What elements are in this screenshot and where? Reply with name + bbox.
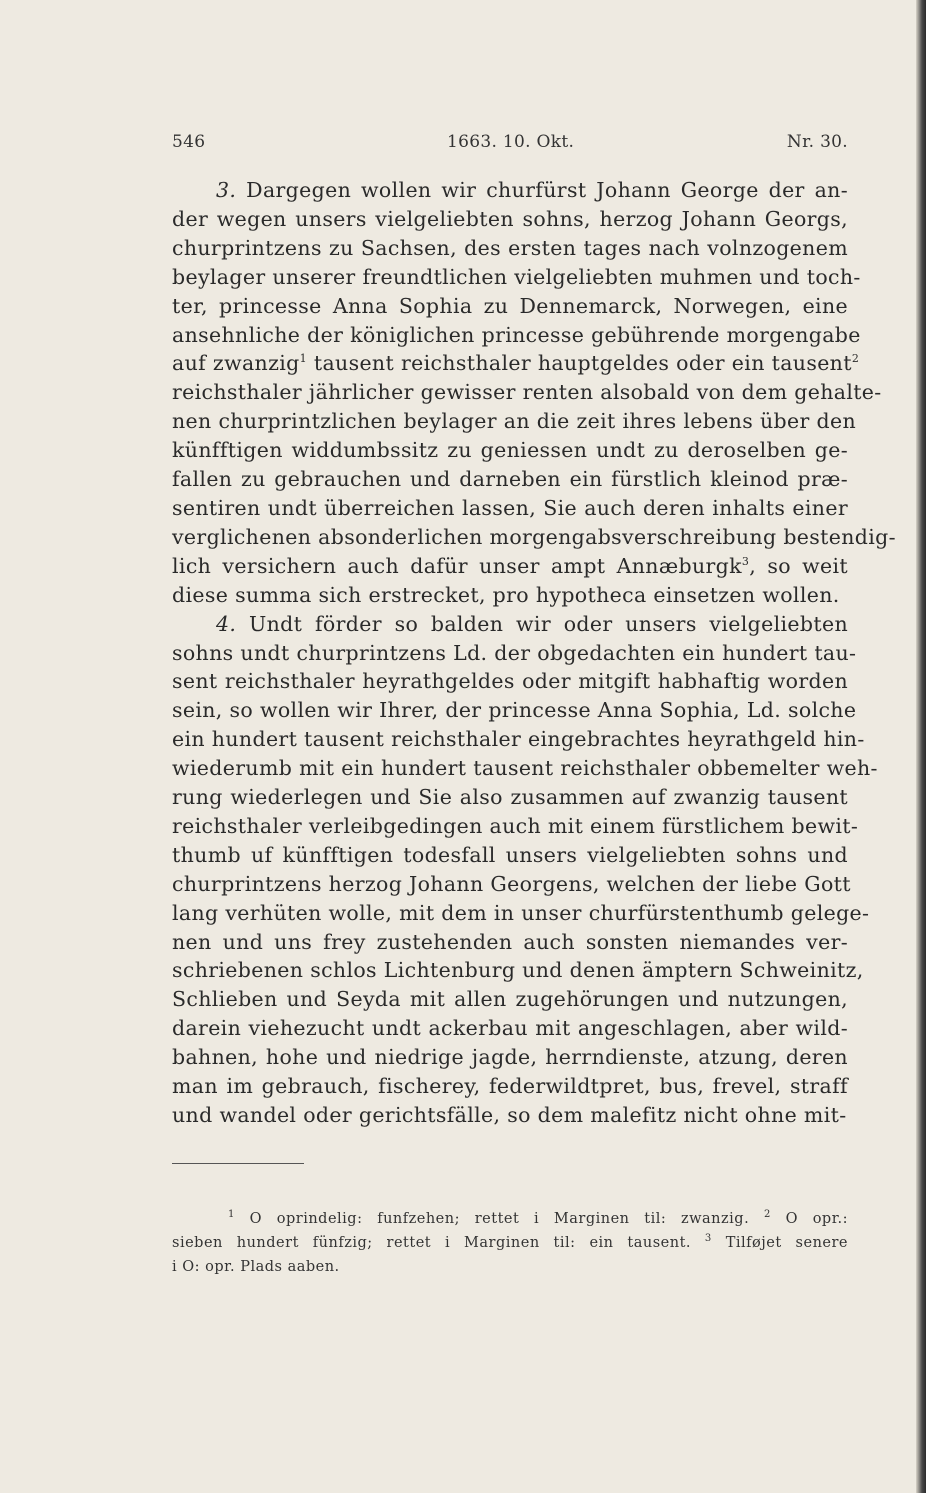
paragraph-number: 4.	[216, 611, 237, 636]
text-line: verglichenen absonderlichen morgengabsverschreibung bestendig-	[172, 524, 896, 549]
main-text	[172, 176, 896, 1130]
text-line: fallen zu gebrauchen und darneben ein fürstlich kleinod præ-	[172, 467, 848, 492]
text-line: 4. Undt förder so balden wir oder unsers vielgeliebten	[216, 611, 848, 636]
text-line: künfftigen widdumbssitz zu geniessen undt zu deroselben ge-	[172, 438, 848, 463]
text-line: schriebenen schlos Lichtenburg und denen ämptern Schweinitz,	[172, 958, 864, 983]
footnote-line: i O: opr. Plads aaben.	[172, 1259, 340, 1275]
text-line: diese summa sich erstrecket, pro hypotheca einsetzen wollen.	[172, 582, 840, 607]
text-line: sohns undt churprintzens Ld. der obgedachten ein hundert tau-	[172, 640, 857, 665]
text-line: sentiren undt überreichen lassen, Sie auch deren inhalts einer	[172, 495, 848, 520]
text-line: darein viehezucht undt ackerbau mit angeschlagen, aber wild-	[172, 1016, 848, 1041]
text-line: wiederumb mit ein hundert tausent reichsthaler obbemelter weh-	[172, 756, 878, 781]
footnote-marker: 1	[299, 352, 307, 366]
footnote-marker: 3	[741, 554, 750, 568]
text-line: der wegen unsers vielgeliebten sohns, herzog Johann Georgs,	[172, 206, 848, 231]
footnote-marker: 2	[763, 1209, 771, 1221]
text-line: reichsthaler verleibgedingen auch mit einem fürstlichem bewit-	[172, 813, 859, 838]
text-line: ansehnliche der königlichen princesse gebührende morgengabe	[172, 322, 861, 347]
text-line: sein, so wollen wir Ihrer, der princesse Anna Sophia, Ld. solche	[172, 698, 857, 723]
text-line: 3. Dargegen wollen wir churfürst Johann George der an-	[216, 178, 848, 202]
footnotes	[172, 1207, 848, 1279]
text-line: man im gebrauch, fischerey, federwildtpret, bus, frevel, straff	[172, 1074, 848, 1099]
text-line: churprintzens zu Sachsen, des ersten tages nach volnzogenem	[172, 235, 848, 260]
footnote-marker: 3	[704, 1233, 712, 1245]
paragraph-3	[172, 176, 896, 610]
page-edge	[916, 0, 926, 1493]
text-line: ein hundert tausent reichsthaler eingebrachtes heyrathgeld hin-	[172, 727, 865, 752]
footnote-marker: 1	[228, 1209, 235, 1221]
document-number: Nr. 30.	[786, 132, 848, 152]
page-number: 546	[172, 132, 206, 152]
paragraph-number: 3.	[216, 178, 237, 202]
footnote-marker: 2	[851, 352, 860, 366]
text-line: bahnen, hohe und niedrige jagde, herrndienste, atzung, deren	[172, 1045, 848, 1070]
text-line: Schlieben und Seyda mit allen zugehörungen und nutzungen,	[172, 987, 848, 1012]
text-line: sent reichsthaler heyrathgeldes oder mitgift habhaftig worden	[172, 669, 848, 694]
text-line: nen churprintzlichen beylager an die zeit ihres lebens über den	[172, 409, 856, 434]
header-date: 1663. 10. Okt.	[447, 132, 575, 152]
text-line: rung wiederlegen und Sie also zusammen auf zwanzig tausent	[172, 785, 848, 810]
text-line: auf zwanzig$^1$ tausent reichsthaler hauptgeldes oder ein tausent$^2$	[172, 351, 860, 376]
text-line: thumb uf künfftigen todesfall unsers vielgeliebten sohns und	[172, 842, 848, 867]
footnote-divider	[172, 1163, 304, 1164]
text-line: lang verhüten wolle, mit dem in unser churfürstenthumb gelege-	[172, 900, 870, 925]
text-line: lich versichern auch dafür unser ampt Annæburgk$^3$, so weit	[172, 553, 848, 578]
paragraph-4	[172, 610, 878, 1130]
text-line: nen und uns frey zustehenden auch sonsten niemandes ver-	[172, 929, 848, 954]
footnote-line: sieben hundert fünfzig; rettet i Marginen til: ein tausent. $^3$ Tilføjet senere	[172, 1233, 849, 1251]
text-line: und wandel oder gerichtsfälle, so dem malefitz nicht ohne mit-	[172, 1103, 847, 1127]
running-header	[172, 132, 848, 156]
text-line: beylager unserer freundtlichen vielgeliebten muhmen und toch-	[172, 264, 861, 289]
text-line: reichsthaler jährlicher gewisser renten alsobald von dem gehalte-	[172, 380, 882, 405]
text-line: ter, princesse Anna Sophia zu Dennemarck, Norwegen, eine	[172, 293, 848, 318]
text-line: churprintzens herzog Johann Georgens, welchen der liebe Gott	[172, 871, 851, 896]
footnote-line: $^1$ O oprindelig: funfzehen; rettet i Marginen til: zwanzig. $^2$ O opr.:	[228, 1209, 849, 1227]
